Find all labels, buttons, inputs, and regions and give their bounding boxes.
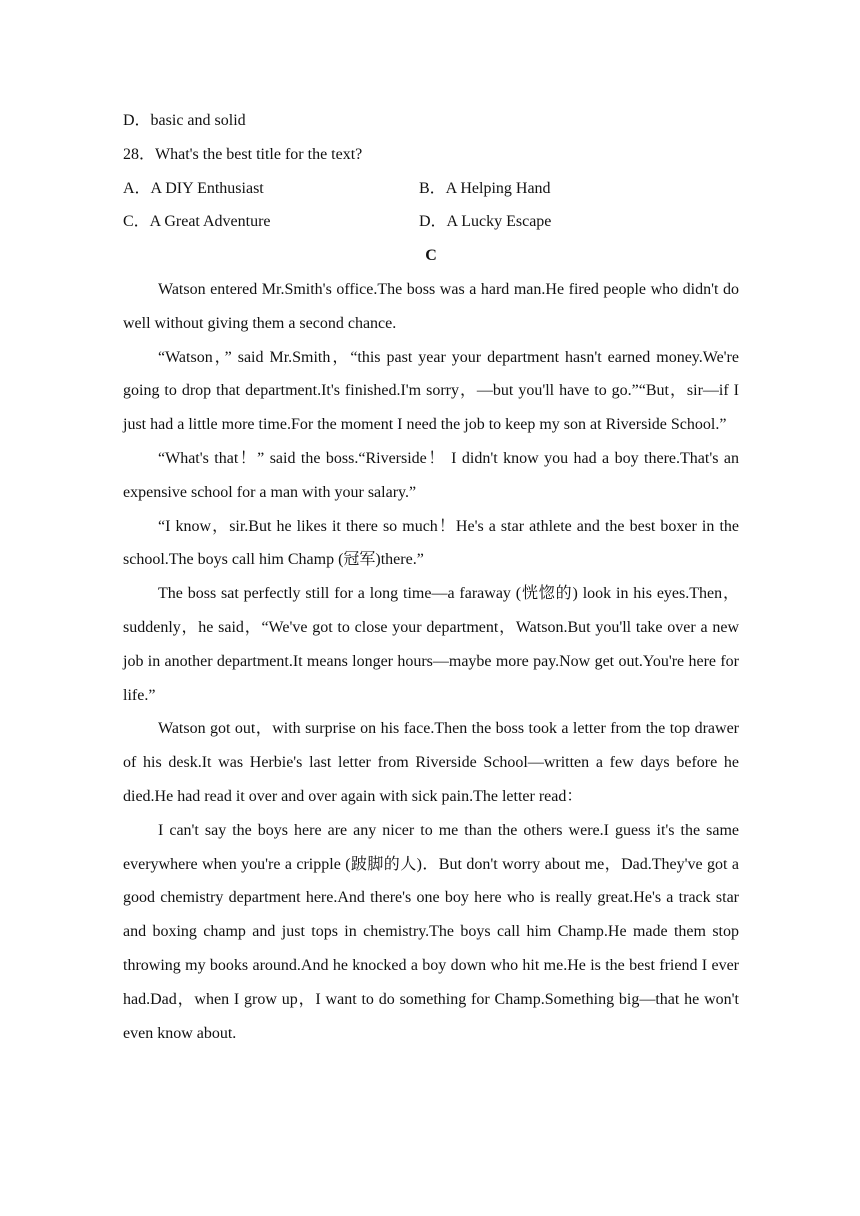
- q28-options-row-1: [123, 172, 739, 206]
- document-page: [123, 104, 739, 1050]
- q27-option-d: D．basic and solid: [123, 112, 246, 129]
- section-heading: C: [425, 247, 437, 265]
- paragraph: The boss sat perfectly still for a long time—a faraway (恍惚的) look in his eyes.Then，suddenly，he said，“We've got to close your department，Watson.But you'll take over a new job in another department.It means longer hours—maybe more pay.Now get out.You're here for life.”: [123, 585, 739, 704]
- paragraph: “Watson，” said Mr.Smith，“this past year your department hasn't earned money.We're going to drop that department.It's finished.I'm sorry，—but you'll have to go.”“But，sir—if I just had a little more time.For the moment I need the job to keep my son at Riverside School.”: [123, 348, 739, 434]
- q28-question: 28．What's the best title for the text?: [123, 145, 363, 163]
- q28-option-c: C．A Great Adventure: [123, 213, 271, 231]
- q28-option-a: A．A DIY Enthusiast: [123, 179, 264, 197]
- paragraph: Watson got out，with surprise on his face.Then the boss took a letter from the top drawer of his desk.It was Herbie's last letter from Riverside School—written a few days before he died.He had read it over and over again with sick pain.The letter read：: [123, 720, 739, 805]
- paragraph: “What's that！” said the boss.“Riverside！ I didn't know you had a boy there.That's an expensive school for a man with your salary.”: [123, 449, 739, 501]
- q28-options-row-2: [123, 205, 739, 239]
- paragraph: I can't say the boys here are any nicer to me than the others were.I guess it's the same everywhere when you're a cripple (跛脚的人)．But don't worry about me，Dad.They've got a good chemistry department here.And there's one boy here who is really great.He's a track star and boxing champ and just tops in chemistry.The boys call him Champ.He made them stop throwing my books around.And he knocked a boy down who hit me.He is the best friend I ever had.Dad，when I grow up，I want to do something for Champ.Something big—that he won't even know about.: [123, 821, 739, 1042]
- q28-option-d: D．A Lucky Escape: [419, 213, 552, 231]
- q28-option-b: B．A Helping Hand: [419, 179, 551, 197]
- paragraph: Watson entered Mr.Smith's office.The boss was a hard man.He fired people who didn't do well without giving them a second chance.: [123, 280, 739, 332]
- paragraph: “I know，sir.But he likes it there so much！He's a star athlete and the best boxer in the school.The boys call him Champ (冠军)there.”: [123, 517, 739, 569]
